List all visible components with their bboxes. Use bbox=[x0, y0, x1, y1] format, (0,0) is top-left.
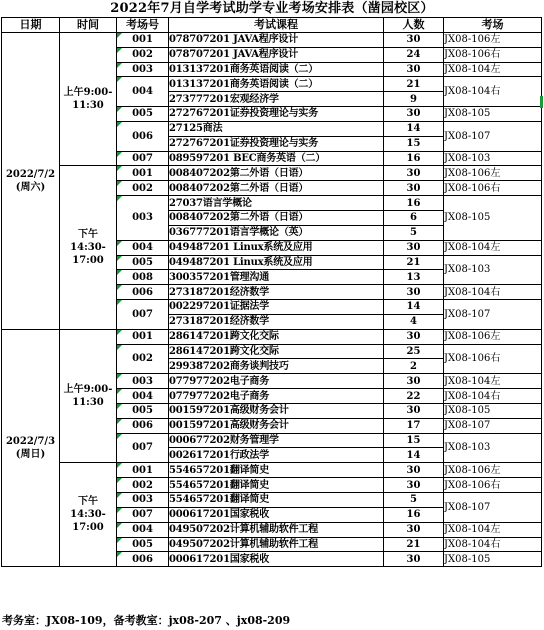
course-name: 554657201翻译简史 bbox=[169, 478, 384, 493]
student-count: 30 bbox=[384, 181, 444, 196]
weekday-value: (周六) bbox=[15, 181, 46, 193]
exam-room: JX08-104左 bbox=[444, 522, 542, 537]
student-count: 16 bbox=[384, 151, 444, 166]
exam-room: JX08-104右 bbox=[444, 389, 542, 404]
student-count: 30 bbox=[384, 403, 444, 418]
time-cell: 上午9:00- 11:30 bbox=[60, 32, 117, 166]
course-name: 000677202财务管理学 bbox=[169, 433, 384, 448]
exam-room: JX08-104左 bbox=[444, 240, 542, 255]
exam-room-number: 007 bbox=[117, 433, 169, 463]
student-count: 25 bbox=[384, 344, 444, 359]
course-name: 002617201行政法学 bbox=[169, 448, 384, 463]
course-name: 008407202第二外语（日语） bbox=[169, 166, 384, 181]
exam-room-number: 006 bbox=[117, 552, 169, 567]
exam-room-number: 005 bbox=[117, 403, 169, 418]
student-count: 21 bbox=[384, 77, 444, 92]
exam-room: JX08-106左 bbox=[444, 329, 542, 344]
course-name: 049487201 Linux系统及应用 bbox=[169, 255, 384, 270]
course-name: 013137201商务英语阅读（二） bbox=[169, 62, 384, 77]
exam-room: JX08-106右 bbox=[444, 344, 542, 374]
exam-room-number: 002 bbox=[117, 344, 169, 374]
exam-room: JX08-107 bbox=[444, 418, 542, 433]
exam-room: JX08-107 bbox=[444, 121, 542, 151]
course-name: 273777201宏观经济学 bbox=[169, 92, 384, 107]
table-row bbox=[2, 329, 542, 344]
exam-room: JX08-106左 bbox=[444, 463, 542, 478]
exam-room-number: 001 bbox=[117, 32, 169, 47]
exam-room-number: 001 bbox=[117, 329, 169, 344]
date-cell bbox=[2, 32, 60, 329]
exam-room: JX08-103 bbox=[444, 255, 542, 285]
exam-room-number: 003 bbox=[117, 196, 169, 241]
student-count: 14 bbox=[384, 121, 444, 136]
exam-room-number: 002 bbox=[117, 181, 169, 196]
student-count: 16 bbox=[384, 507, 444, 522]
course-name: 049507202计算机辅助软件工程 bbox=[169, 537, 384, 552]
student-count: 5 bbox=[384, 493, 444, 508]
course-name: 049507202计算机辅助软件工程 bbox=[169, 522, 384, 537]
course-name: 001597201高级财务会计 bbox=[169, 403, 384, 418]
schedule-table bbox=[1, 17, 542, 567]
student-count: 30 bbox=[384, 166, 444, 181]
course-name: 013137201商务英语阅读（二） bbox=[169, 77, 384, 92]
exam-room-number: 007 bbox=[117, 507, 169, 522]
student-count: 14 bbox=[384, 300, 444, 315]
course-name: 077977202电子商务 bbox=[169, 389, 384, 404]
course-name: 036777201语言学概论（英） bbox=[169, 225, 384, 240]
course-name: 077977202电子商务 bbox=[169, 374, 384, 389]
student-count: 30 bbox=[384, 285, 444, 300]
course-name: 272767201证券投资理论与实务 bbox=[169, 136, 384, 151]
course-name: 554657201翻译简史 bbox=[169, 493, 384, 508]
student-count: 13 bbox=[384, 270, 444, 285]
exam-room-number: 003 bbox=[117, 62, 169, 77]
student-count: 14 bbox=[384, 448, 444, 463]
time-cell: 下午 14:30- 17:00 bbox=[60, 463, 117, 567]
exam-room-number: 007 bbox=[117, 151, 169, 166]
student-count: 6 bbox=[384, 210, 444, 225]
exam-room: JX08-105 bbox=[444, 403, 542, 418]
weekday-value: (周日) bbox=[15, 448, 46, 460]
exam-room: JX08-106右 bbox=[444, 47, 542, 62]
exam-room: JX08-105 bbox=[444, 196, 542, 241]
header-room: 考场 bbox=[444, 18, 542, 33]
exam-room: JX08-107 bbox=[444, 300, 542, 330]
table-row bbox=[2, 166, 542, 181]
course-name: 049487201 Linux系统及应用 bbox=[169, 240, 384, 255]
exam-room-number: 003 bbox=[117, 374, 169, 389]
student-count: 16 bbox=[384, 196, 444, 211]
student-count: 15 bbox=[384, 433, 444, 448]
student-count: 30 bbox=[384, 240, 444, 255]
course-name: 000617201国家税收 bbox=[169, 552, 384, 567]
exam-room: JX08-104左 bbox=[444, 62, 542, 77]
student-count: 24 bbox=[384, 47, 444, 62]
exam-room-number: 002 bbox=[117, 478, 169, 493]
date-value: 2022/7/2 bbox=[5, 168, 56, 180]
exam-room: JX08-104右 bbox=[444, 77, 542, 107]
header-room-no: 考场号 bbox=[117, 18, 169, 33]
student-count: 17 bbox=[384, 418, 444, 433]
course-name: 273187201经济数学 bbox=[169, 285, 384, 300]
edge-marker bbox=[540, 96, 543, 108]
course-name: 000617201国家税收 bbox=[169, 507, 384, 522]
student-count: 30 bbox=[384, 522, 444, 537]
course-name: 300357201管理沟通 bbox=[169, 270, 384, 285]
exam-room: JX08-104右 bbox=[444, 537, 542, 552]
header-date: 日期 bbox=[2, 18, 60, 33]
course-name: 078707201 JAVA程序设计 bbox=[169, 32, 384, 47]
course-name: 008407202第二外语（日语） bbox=[169, 181, 384, 196]
exam-room-number: 004 bbox=[117, 240, 169, 255]
exam-room-number: 003 bbox=[117, 493, 169, 508]
exam-room-number: 006 bbox=[117, 418, 169, 433]
student-count: 30 bbox=[384, 329, 444, 344]
course-name: 272767201证券投资理论与实务 bbox=[169, 107, 384, 122]
student-count: 30 bbox=[384, 552, 444, 567]
exam-room: JX08-103 bbox=[444, 151, 542, 166]
header-row bbox=[2, 18, 542, 33]
exam-room-number: 002 bbox=[117, 47, 169, 62]
student-count: 30 bbox=[384, 62, 444, 77]
student-count: 21 bbox=[384, 537, 444, 552]
time-cell: 上午9:00- 11:30 bbox=[60, 329, 117, 463]
exam-room: JX08-106左 bbox=[444, 32, 542, 47]
student-count: 30 bbox=[384, 32, 444, 47]
time-cell: 下午 14:30- 17:00 bbox=[60, 166, 117, 329]
exam-room: JX08-105 bbox=[444, 107, 542, 122]
course-name: 554657201翻译简史 bbox=[169, 463, 384, 478]
header-time: 时间 bbox=[60, 18, 117, 33]
student-count: 9 bbox=[384, 92, 444, 107]
exam-room-number: 005 bbox=[117, 255, 169, 270]
exam-room-number: 004 bbox=[117, 522, 169, 537]
student-count: 4 bbox=[384, 314, 444, 329]
header-count: 人数 bbox=[384, 18, 444, 33]
course-name: 078707201 JAVA程序设计 bbox=[169, 47, 384, 62]
student-count: 21 bbox=[384, 255, 444, 270]
date-value: 2022/7/3 bbox=[5, 435, 56, 447]
student-count: 2 bbox=[384, 359, 444, 374]
exam-room-number: 007 bbox=[117, 300, 169, 330]
exam-room-number: 001 bbox=[117, 463, 169, 478]
exam-room-number: 001 bbox=[117, 166, 169, 181]
date-cell bbox=[2, 329, 60, 567]
student-count: 5 bbox=[384, 225, 444, 240]
page-title: 2022年7月自学考试助学专业考场安排表（凿园校区） bbox=[110, 1, 434, 16]
exam-room-number: 005 bbox=[117, 107, 169, 122]
student-count: 15 bbox=[384, 136, 444, 151]
student-count: 30 bbox=[384, 478, 444, 493]
exam-room: JX08-106左 bbox=[444, 166, 542, 181]
header-course: 考试课程 bbox=[169, 18, 384, 33]
exam-room-number: 004 bbox=[117, 77, 169, 107]
course-name: 27037语言学概论 bbox=[169, 196, 384, 211]
course-name: 001597201高级财务会计 bbox=[169, 418, 384, 433]
exam-room: JX08-104右 bbox=[444, 285, 542, 300]
exam-room-number: 008 bbox=[117, 270, 169, 285]
exam-room: JX08-103 bbox=[444, 433, 542, 463]
exam-room: JX08-104左 bbox=[444, 374, 542, 389]
exam-room-number: 005 bbox=[117, 537, 169, 552]
student-count: 30 bbox=[384, 463, 444, 478]
exam-room: JX08-105 bbox=[444, 552, 542, 567]
course-name: 286147201跨文化交际 bbox=[169, 329, 384, 344]
course-name: 286147201跨文化交际 bbox=[169, 344, 384, 359]
student-count: 30 bbox=[384, 107, 444, 122]
exam-room: JX08-106右 bbox=[444, 181, 542, 196]
course-name: 002297201证据法学 bbox=[169, 300, 384, 315]
course-name: 273187201经济数学 bbox=[169, 314, 384, 329]
exam-room: JX08-107 bbox=[444, 493, 542, 523]
course-name: 089597201 BEC商务英语（二） bbox=[169, 151, 384, 166]
footer-note: 考务室：JX08-109，备考教室：jx08-207 、jx08-209 bbox=[2, 614, 291, 627]
course-name: 008407202第二外语（日语） bbox=[169, 210, 384, 225]
course-name: 27125商法 bbox=[169, 121, 384, 136]
table-row bbox=[2, 32, 542, 47]
course-name: 299387202商务谈判技巧 bbox=[169, 359, 384, 374]
exam-room-number: 004 bbox=[117, 389, 169, 404]
table-row bbox=[2, 463, 542, 478]
schedule-body bbox=[2, 32, 542, 566]
exam-room-number: 006 bbox=[117, 285, 169, 300]
student-count: 30 bbox=[384, 374, 444, 389]
exam-room: JX08-106右 bbox=[444, 478, 542, 493]
student-count: 22 bbox=[384, 389, 444, 404]
exam-room-number: 006 bbox=[117, 121, 169, 151]
